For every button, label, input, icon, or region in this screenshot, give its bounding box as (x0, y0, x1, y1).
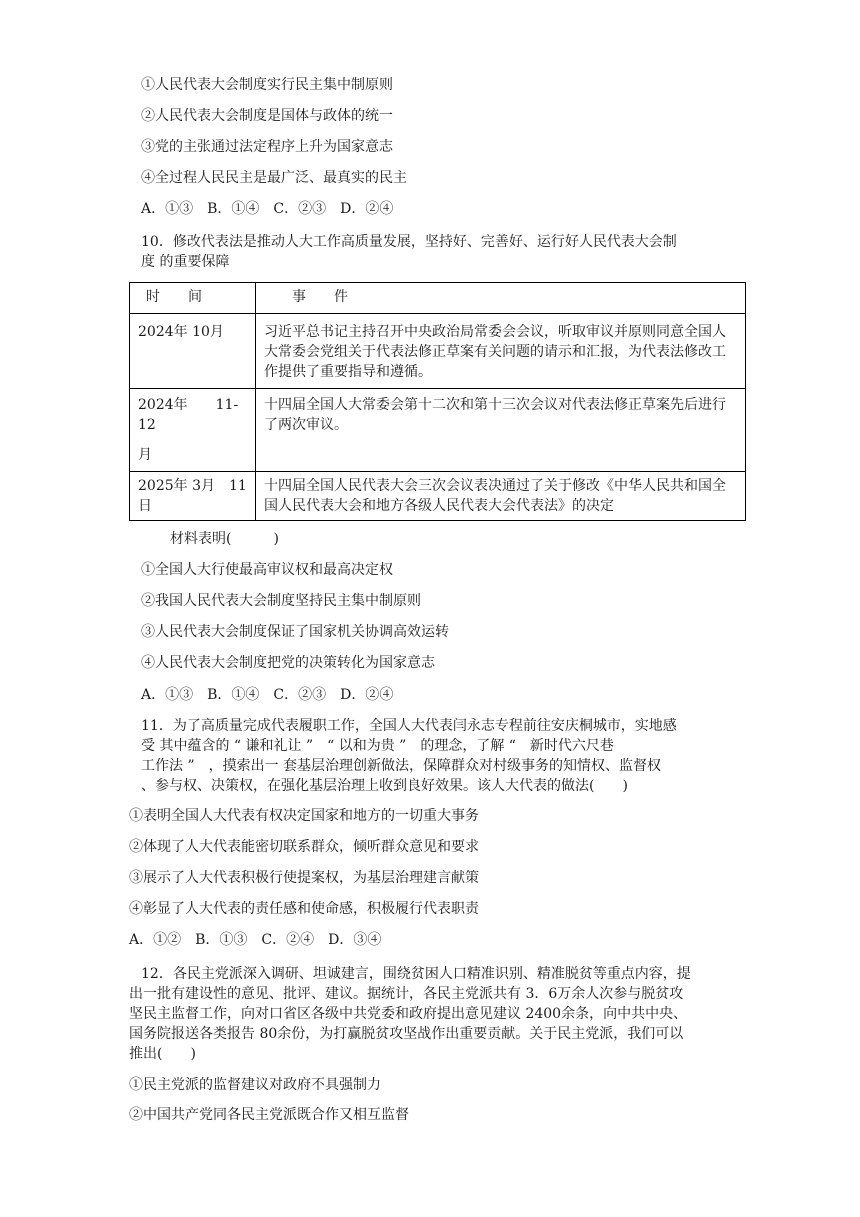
q10-option-2: ②我国人民代表大会制度坚持民主集中制原则 (141, 593, 421, 609)
q11-stem-line2: 受 其中蕴含的 “ 谦和礼让 ” “ 以和为贵 ” 的理念，了解 “ 新时代六尺巷 (141, 738, 614, 754)
q10-stem-line2: 度 的重要保障 (141, 254, 230, 270)
row3-event: 十四届全国人民代表大会三次会议表决通过了关于修改《中华人民共和国全国人民代表大会和地方各级人民代表大会代表法》的决定 (255, 472, 745, 521)
q11-option-1: ①表明全国人大代表有权决定国家和地方的一切重大事务 (129, 808, 479, 824)
q9-option-1: ①人民代表大会制度实行民主集中制原则 (141, 77, 393, 93)
q11-stem-line4: 、参与权、决策权，在强化基层治理上收到良好效果。该人大代表的做法( ) (141, 778, 628, 794)
q12-stem-line3: 坚民主监督工作，向对口省区各级中共党委和政府提出意见建议 2400余条，向中共中央、 (129, 1006, 688, 1022)
q12-stem-line4: 国务院报送各类报告 80余份，为打赢脱贫攻坚战作出重要贡献。关于民主党派，我们可以 (129, 1026, 684, 1042)
q12-option-2: ②中国共产党同各民主党派既合作又相互监督 (129, 1107, 409, 1123)
row3-time-line2: 日 (138, 498, 152, 514)
q11-choices: A．①② B．①③ C．②④ D．③④ (129, 932, 382, 948)
q10-option-3: ③人民代表大会制度保证了国家机关协调高效运转 (141, 624, 449, 640)
q10-choices: A．①③ B．①④ C．②③ D．②④ (141, 687, 394, 703)
event-table (129, 282, 746, 521)
row2-time-line2: 12 (138, 417, 156, 433)
q12-stem-line5: 推出( ) (129, 1046, 196, 1062)
row1-time: 2024年 10月 (130, 314, 256, 389)
table-header-row (130, 283, 746, 314)
q10-option-1: ①全国人大行使最高审议权和最高决定权 (141, 562, 393, 578)
q12-stem-line1: 12．各民主党派深入调研、坦诚建言，围绕贫困人口精准识别、精准脱贫等重点内容，提 (141, 966, 691, 982)
table-row (130, 389, 746, 472)
row3-time-line1: 2025年 3月 11 (138, 478, 247, 494)
table-row (130, 314, 746, 389)
q11-stem-line1: 11．为了高质量完成代表履职工作，全国人大代表闫永志专程前往安庆桐城市，实地感 (141, 718, 677, 734)
q11-option-2: ②体现了人大代表能密切联系群众，倾听群众意见和要求 (129, 839, 479, 855)
q11-stem-line3: 工作法 ” ，摸索出一 套基层治理创新做法，保障群众对村级事务的知情权、监督权 (141, 758, 662, 774)
q9-choices: A．①③ B．①④ C．②③ D．②④ (141, 201, 394, 217)
q9-option-4: ④全过程人民民主是最广泛、最真实的民主 (141, 170, 407, 186)
row2-time-line1: 2024年 11- (138, 397, 239, 413)
row3-time (130, 472, 256, 521)
q12-stem-line2: 出一批有建设性的意见、批评、建议。据统计，各民主党派共有 3．6万余人次参与脱贫攻 (129, 986, 684, 1002)
table-header-event: 事 件 (255, 283, 745, 314)
table-header-time: 时 间 (130, 283, 256, 314)
table-row (130, 472, 746, 521)
row2-time-line3: 月 (138, 447, 152, 463)
q11-option-3: ③展示了人大代表积极行使提案权，为基层治理建言献策 (129, 870, 479, 886)
q10-option-4: ④人民代表大会制度把党的决策转化为国家意志 (141, 655, 435, 671)
q10-prompt: 材料表明( ) (170, 531, 279, 547)
row1-event: 习近平总书记主持召开中央政治局常委会会议，听取审议并原则同意全国人大常委会党组关于代表法修正草案有关问题的请示和汇报，为代表法修改工作提供了重要指导和遵循。 (255, 314, 745, 389)
row2-event: 十四届全国人大常委会第十二次和第十三次会议对代表法修正草案先后进行了两次审议。 (255, 389, 745, 472)
q11-option-4: ④彰显了人大代表的责任感和使命感，积极履行代表职责 (129, 901, 479, 917)
q9-option-2: ②人民代表大会制度是国体与政体的统一 (141, 108, 393, 124)
row2-time (130, 389, 256, 472)
q12-option-1: ①民主党派的监督建议对政府不具强制力 (129, 1077, 381, 1093)
q10-stem-line1: 10．修改代表法是推动人大工作高质量发展，坚持好、完善好、运行好人民代表大会制 (141, 234, 677, 250)
q9-option-3: ③党的主张通过法定程序上升为国家意志 (141, 139, 393, 155)
